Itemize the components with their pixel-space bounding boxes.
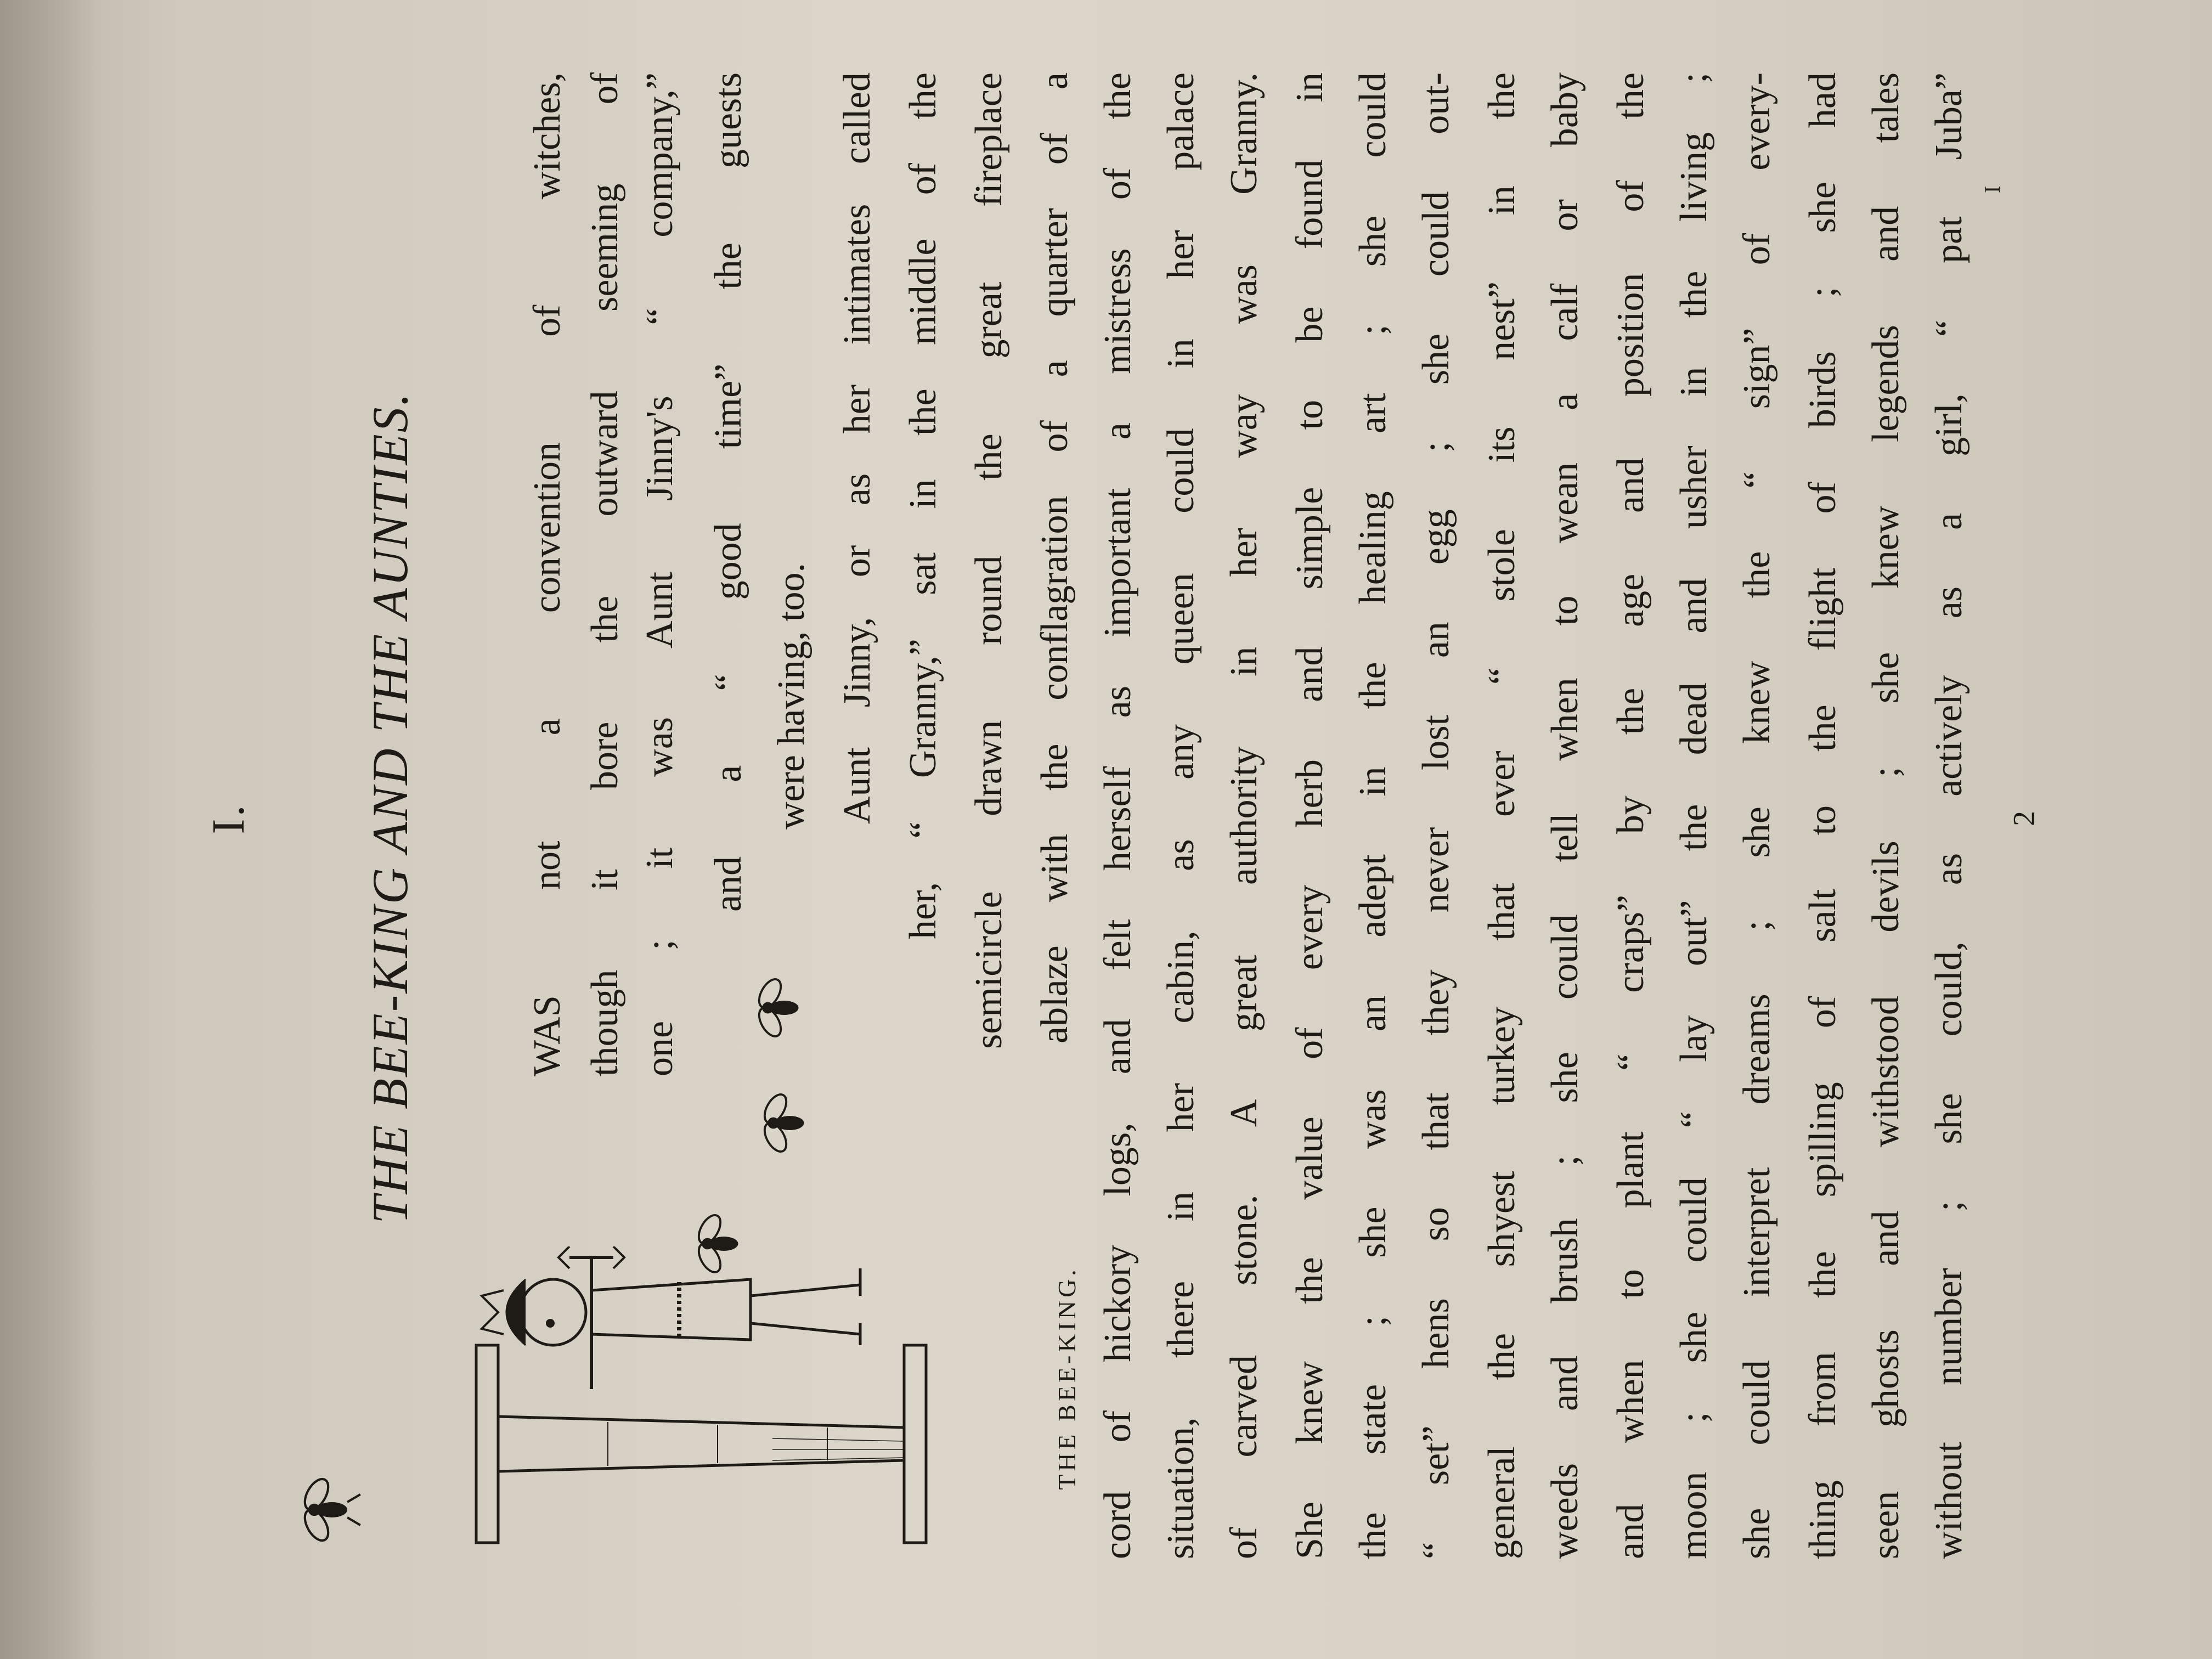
text-line: seen ghosts and withstood devils ; she knew legends and tales (1865, 72, 1907, 1559)
text-line: she could interpret dreams ; she knew the “ sign” of every- (1736, 72, 1778, 1559)
text-line: general the shyest turkey that ever “ stole its nest” in the (1481, 72, 1523, 1559)
drop-cap-caption: THE BEE-KING. (1053, 1266, 1081, 1490)
text-line: were having, too. (770, 563, 812, 830)
text-line: though it bore the outward seeming of (584, 72, 626, 1076)
signature-mark: I (1980, 185, 2005, 193)
text-line: Aunt Jinny, or as her intimates called (836, 72, 878, 824)
book-page (0, 18, 2212, 1620)
text-line: She knew the value of every herb and simple to be found in (1289, 72, 1331, 1559)
bee-king-drop-cap-illustration (443, 1246, 959, 1554)
text-line: semicircle drawn round the great fireplace (968, 72, 1010, 1049)
text-line: moon ; she could “ lay out” the dead and usher in the living ; (1673, 72, 1715, 1559)
bee-icon (685, 1208, 756, 1279)
text-line: cord of hickory logs, and felt herself as important a mistress of the (1097, 72, 1139, 1559)
text-line: weeds and brush ; she could tell when to wean a calf or baby (1544, 72, 1586, 1559)
text-line: the state ; she was an adept in the healing art ; she could (1352, 72, 1394, 1559)
bee-icon (745, 972, 816, 1043)
text-line: situation, there in her cabin, as any queen could in her palace (1160, 72, 1202, 1559)
text-line: “ set” hens so that they never lost an egg ; she could out- (1415, 72, 1457, 1559)
text-line: of carved stone. A great authority in her way was Granny. (1223, 72, 1265, 1559)
text-line: her, “ Granny,” sat in the middle of the (902, 72, 944, 939)
text-line: without number ; she could, as actively as a girl, “ pat Juba” (1928, 72, 1970, 1559)
text-line: thing from the spilling of salt to the flight of birds ; she had (1802, 72, 1844, 1559)
text-line: WAS not a convention of witches, (526, 72, 568, 1076)
text-line: and a “ good time” the guests (707, 72, 749, 912)
page-number: 2 (2007, 811, 2041, 826)
chapter-title: THE BEE-KING AND THE AUNTIES. (362, 391, 418, 1224)
text-line: and when to plant “ craps” by the age and position of the (1610, 72, 1652, 1559)
text-line: ablaze with the conflagration of a quarter of a (1034, 72, 1076, 1043)
chapter-number: I. (203, 803, 254, 834)
bee-icon (751, 1087, 822, 1159)
bee-icon (290, 1471, 366, 1548)
text-line: one ; it was Aunt Jinny's “ company,” (639, 72, 681, 1076)
